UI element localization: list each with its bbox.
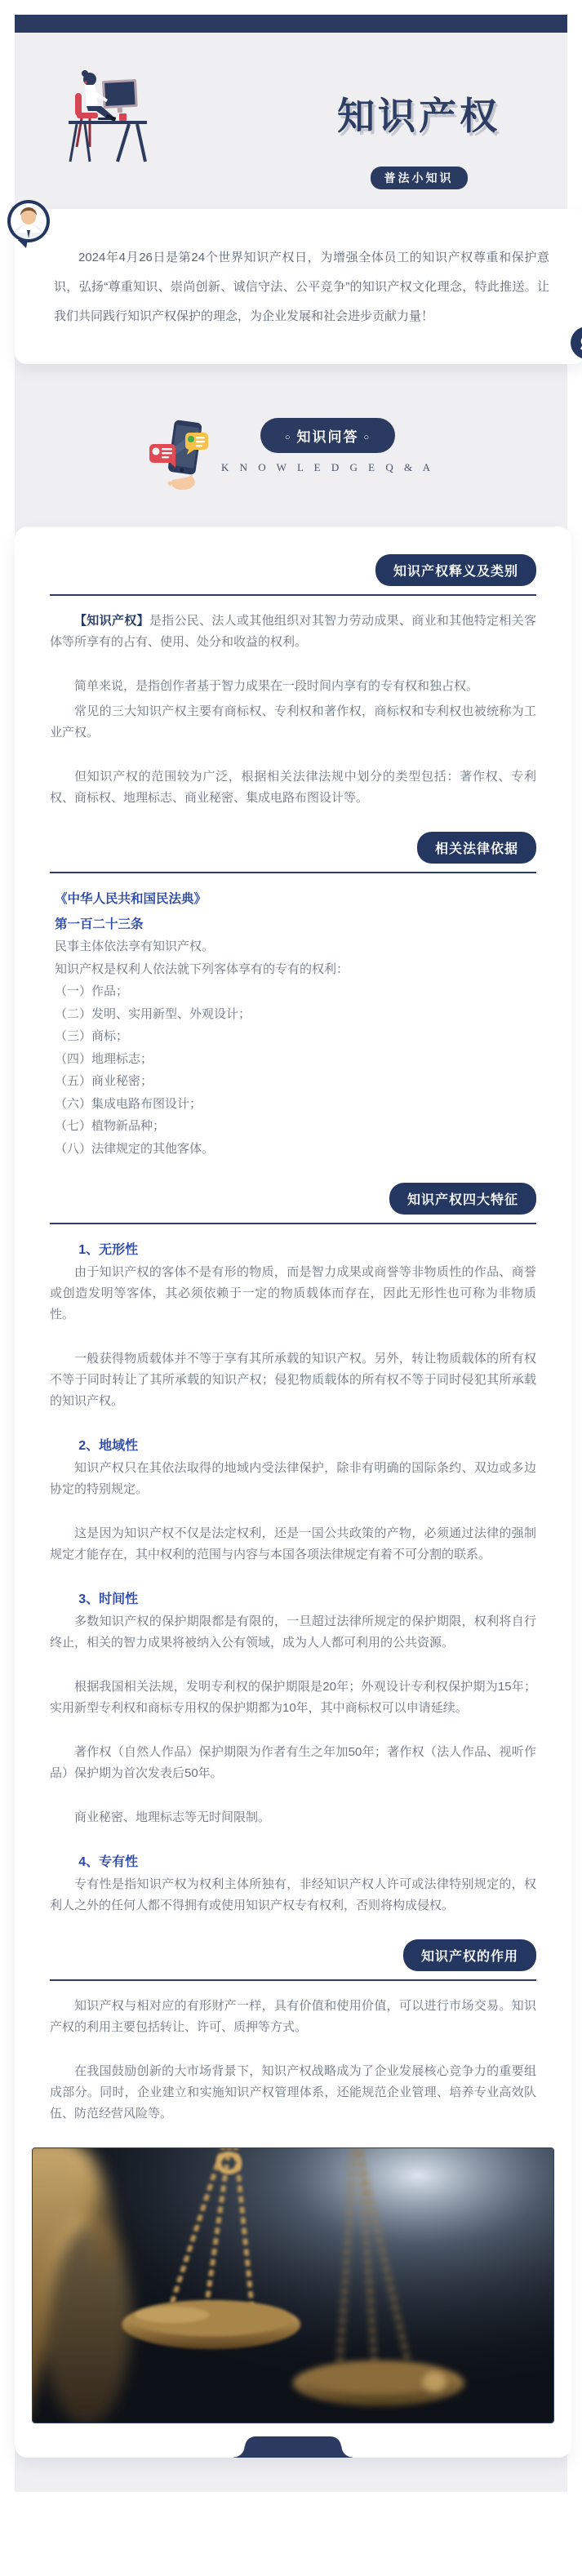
header-title-block [284,87,553,189]
law-line: （四）地理标志； [55,1051,153,1066]
section-divider [50,1223,536,1224]
top-accent-bar [15,15,567,33]
paragraph: 在我国鼓励创新的大市场背景下，知识产权战略成为了企业发展核心竞争力的重要组成部分。同时，企业建立和实施知识产权管理体系，还能规范企业管理、培养专业高效队伍、防范经营风险等。 [50,2064,536,2121]
section-features-header [50,1183,536,1224]
section-role-header [50,1939,536,1981]
phone-chat-icon [148,418,210,494]
decor-ring-right: ○ [363,433,371,442]
feature-title: 3、时间性 [78,1592,139,1606]
intro-paragraph: 2024年4月26日是第24个世界知识产权日，为增强全体员工的知识产权尊重和保护意识，弘扬“尊重知识、崇尚创新、诚信守法、公平竞争”的知识产权文化理念，特此推送。让我们共同践行知识产权保护的理念，为企业发展和社会进步贡献力量！ [54,251,549,323]
paragraph: 常见的三大知识产权主要有商标权、专利权和著作权，商标权和专利权也被统称为工业产权。 [50,704,536,739]
section-legal-header [50,832,536,873]
section-badge-features: 知识产权四大特征 [389,1183,536,1215]
section-definition-header [50,554,536,596]
law-line: （一）作品； [55,984,129,998]
section-badge-legal: 相关法律依据 [417,832,536,864]
paragraph: 这是因为知识产权不仅是法定权利，还是一国公共政策的产物，必须通过法律的强制规定才能存在，其中权利的范围与内容与本国各项法律规定有着不可分割的联系。 [50,1526,536,1561]
section-divider [50,872,536,873]
paragraph: 知识产权与相对应的有形财产一样，具有价值和使用价值，可以进行市场交易。知识产权的利用主要包括转让、许可、质押等方式。 [50,1999,536,2034]
section-badge-role: 知识产权的作用 [403,1939,536,1971]
subtitle-badge: 普法小知识 [371,167,468,189]
law-line: 知识产权是权利人依法就下列客体享有的专有的权利： [55,962,349,976]
law-line: （八）法律规定的其他客体。 [55,1141,215,1156]
paragraph: 简单来说，是指创作者基于智力成果在一段时间内享有的专有权和独占权。 [74,679,479,693]
paragraph: 知识产权只在其依法取得的地域内受法律保护，除非有明确的国际条约、双边或多边协定的特别规定。 [50,1461,536,1496]
intro-card [15,209,582,364]
search-icon[interactable] [571,326,582,359]
term-highlight: 【知识产权】 [74,614,149,628]
feature-title: 4、专有性 [78,1855,139,1869]
desk-workspace-illustration-icon [65,69,150,169]
paragraph: 专有性是指知识产权为权利主体所独有，非经知识产权人许可或法律特别规定的，权利人之外的任何人都不得拥有或使用知识产权专有权利，否则将构成侵权。 [50,1877,536,1912]
decor-ring-left: ○ [284,433,292,442]
paragraph: 根据我国相关法规，发明专利权的保护期限是20年；外观设计专利权保护期为15年；实用新型专利权和商标专用权的保护期都为10年，其中商标权可以申请延续。 [50,1680,536,1715]
law-reference [50,888,536,1160]
law-line: （二）发明、实用新型、外观设计； [55,1006,251,1021]
scales-of-justice-photo [32,2147,554,2423]
section-divider [50,594,536,596]
section-divider [50,1979,536,1981]
page-canvas [15,15,567,2492]
feature-title: 2、地域性 [78,1439,139,1453]
consultant-avatar-icon [7,199,51,243]
paragraph: 一般获得物质载体并不等于享有其所承载的知识产权。另外，转让物质载体的所有权不等于同时转让了其所承载的知识产权；侵犯物质载体的所有权不等于同时侵犯其所承载的知识产权。 [50,1352,536,1408]
qa-section-subtitle: K N O W L E D G E Q & A [220,461,434,473]
paragraph: 多数知识产权的保护期限都是有限的，一旦超过法律所规定的保护期限，权利将自行终止，相关的智力成果将被纳入公有领域，成为人人都可利用的公共资源。 [50,1614,536,1650]
paragraph: 商业秘密、地理标志等无时间限制。 [74,1810,271,1824]
law-line: （七）植物新品种； [55,1119,166,1133]
law-line: （五）商业秘密； [55,1074,153,1088]
law-article: 第一百二十三条 [55,917,144,931]
qa-section-title: 知识问答 [296,429,359,445]
paragraph: 著作权（自然人作品）保护期限为作者有生之年加50年；著作权（法人作品、视听作品）保护期为首次发表后50年。 [50,1745,536,1780]
law-line: （六）集成电路布图设计； [55,1096,202,1111]
law-line: 民事主体依法享有知识产权。 [55,939,215,953]
page-title: 知识产权 [337,95,500,137]
paragraph-text: 是指公民、法人或其他组织对其智力劳动成果、商业和其他特定相关客体等所享有的占有、使用、处分和收益的权利。 [50,614,536,649]
paragraph: 由于知识产权的客体不是有形的物质，而是智力成果或商誉等非物质性的作品、商誉或创造发明等客体，其必须依赖于一定的物质载体而存在，因此无形性也可称为非物质性。 [50,1265,536,1321]
paragraph [50,611,536,653]
section-badge-definition: 知识产权释义及类别 [375,554,536,586]
bookmark-tab-icon [245,2436,341,2458]
law-line: （三）商标； [55,1029,129,1043]
law-source: 《中华人民共和国民法典》 [55,892,207,906]
feature-title: 1、无形性 [78,1243,139,1257]
qa-banner [15,418,567,494]
paragraph: 但知识产权的范围较为广泛，根据相关法律法规中划分的类型包括：著作权、专利权、商标权、地理标志、商业秘密、集成电路布图设计等。 [50,770,536,805]
content-card [15,526,571,2458]
header [15,33,567,193]
qa-section-badge [260,418,395,453]
